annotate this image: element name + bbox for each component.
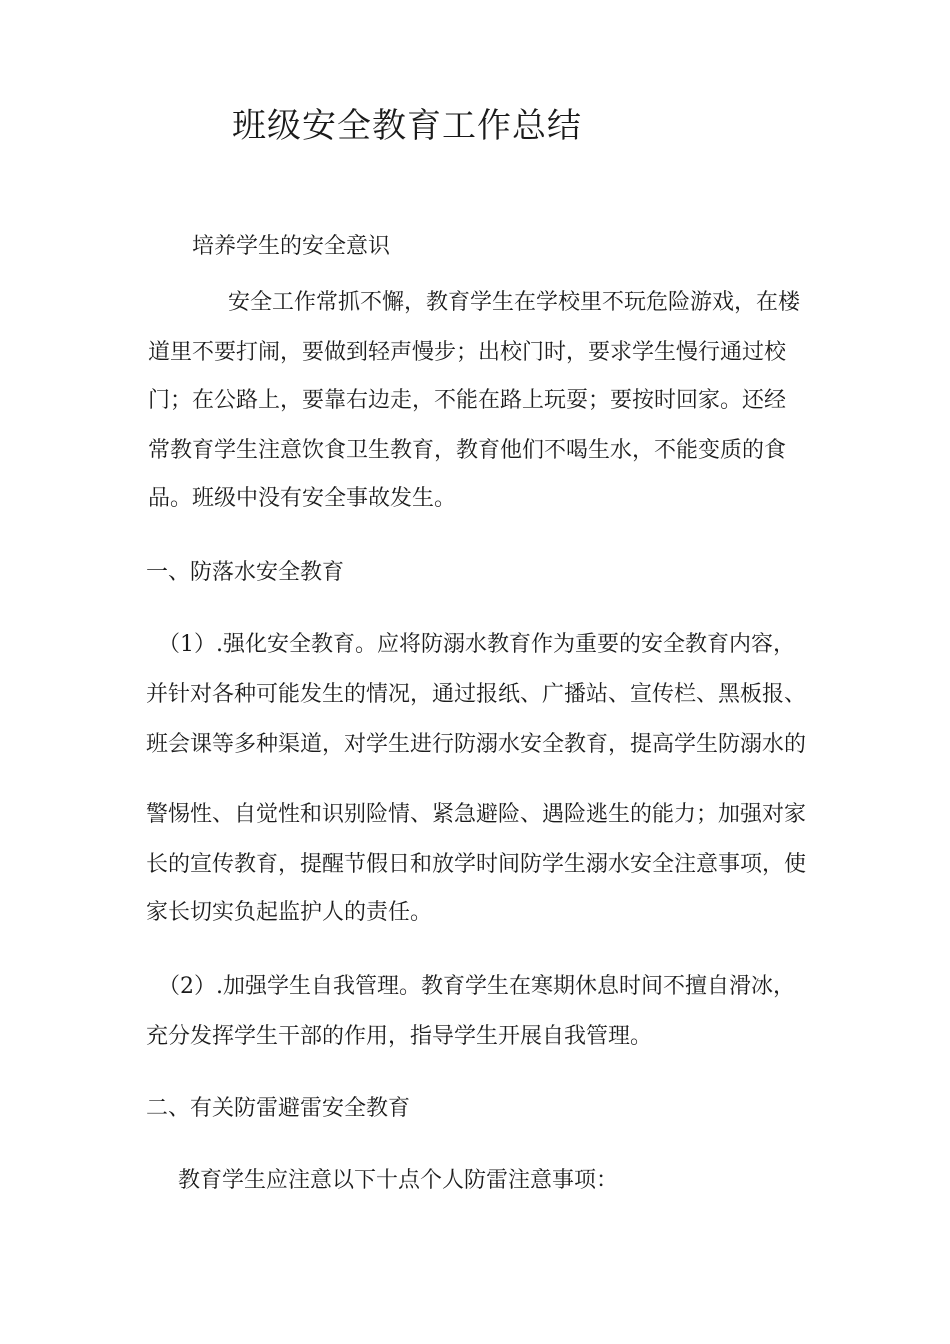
paragraph-line: 家长切实负起监护人的责任。 [146, 900, 433, 925]
paragraph-line: 品。班级中没有安全事故发生。 [148, 486, 457, 511]
paragraph-line: 充分发挥学生干部的作用，指导学生开展自我管理。 [146, 1024, 653, 1049]
subheading-safety-awareness: 培养学生的安全意识 [192, 234, 391, 259]
section-heading-lightning: 二、有关防雷避雷安全教育 [146, 1096, 411, 1121]
section-heading-drowning: 一、防落水安全教育 [146, 560, 345, 585]
document-title: 班级安全教育工作总结 [232, 106, 582, 146]
paragraph-line: 教育学生应注意以下十点个人防雷注意事项： [178, 1168, 619, 1193]
paragraph-line: 门；在公路上，要靠右边走，不能在路上玩耍；要按时回家。还经 [148, 388, 787, 413]
paragraph-line: 警惕性、自觉性和识别险情、紧急避险、遇险逃生的能力；加强对家 [146, 802, 807, 827]
paragraph-line: （2）.加强学生自我管理。教育学生在寒期休息时间不擅自滑冰， [158, 974, 795, 999]
paragraph-line: 并针对各种可能发生的情况，通过报纸、广播站、宣传栏、黑板报、 [146, 682, 807, 707]
paragraph-line: 长的宣传教育，提醒节假日和放学时间防学生溺水安全注意事项，使 [146, 852, 807, 877]
paragraph-line: 安全工作常抓不懈，教育学生在学校里不玩危险游戏，在楼 [228, 290, 801, 315]
paragraph-line: 道里不要打闹，要做到轻声慢步；出校门时，要求学生慢行通过校 [148, 340, 787, 365]
paragraph-line: 常教育学生注意饮食卫生教育，教育他们不喝生水，不能变质的食 [148, 438, 787, 463]
paragraph-line: 班会课等多种渠道，对学生进行防溺水安全教育，提高学生防溺水的 [146, 732, 807, 757]
paragraph-line: （1）.强化安全教育。应将防溺水教育作为重要的安全教育内容， [158, 632, 795, 657]
